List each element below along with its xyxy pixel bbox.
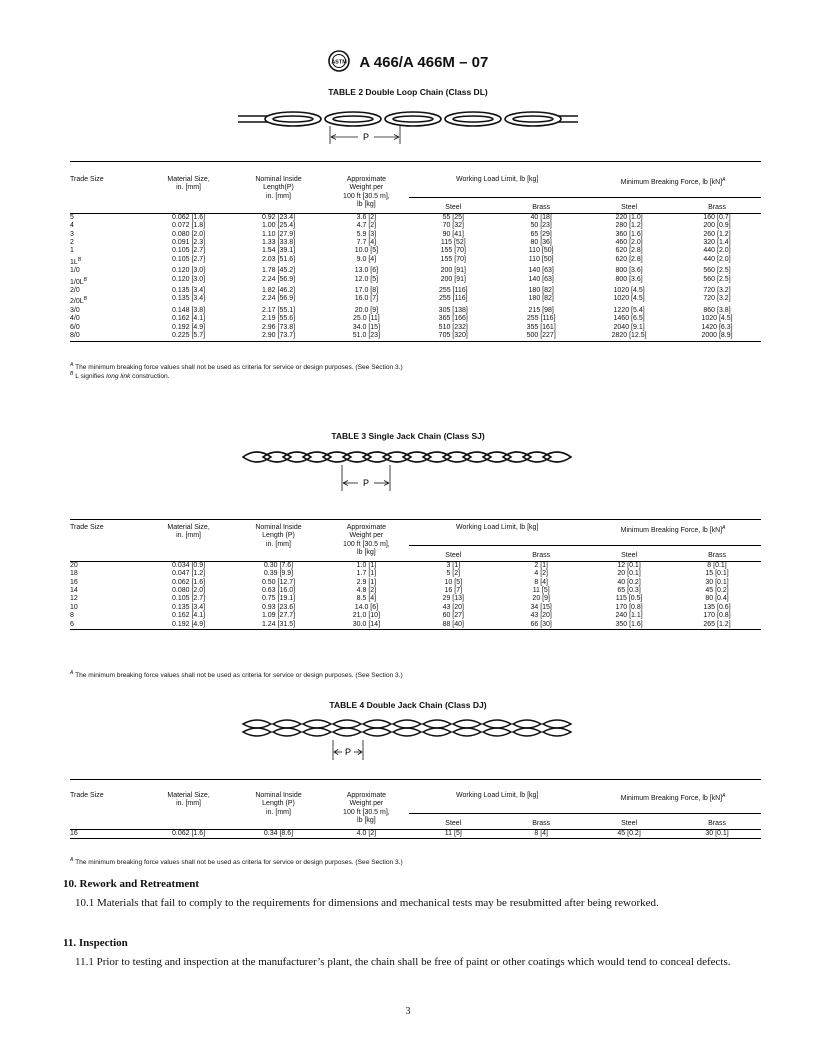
- table-row: [70, 612, 761, 620]
- table-row: [70, 231, 761, 239]
- table-cell: 20.0 [9]: [354, 306, 379, 314]
- table-cell: 135 [0.6]: [703, 603, 731, 611]
- table-cell: 140 [63]: [528, 267, 554, 275]
- col-wll-steel: Steel: [409, 546, 497, 561]
- table-cell: 20 [9]: [532, 595, 550, 603]
- table-cell: 30.0 [14]: [352, 620, 381, 628]
- table3-title: TABLE 3 Single Jack Chain (Class SJ): [331, 431, 485, 441]
- table-cell: 60 [27]: [442, 612, 464, 620]
- table-cell: 5.9 [3]: [356, 230, 377, 238]
- table-row: [70, 213, 761, 222]
- table-row: [70, 604, 761, 612]
- table-row: [70, 256, 761, 267]
- table-cell: 320 [1.4]: [703, 239, 731, 247]
- table-cell: 180 [82]: [528, 287, 554, 295]
- table-cell: 200 [91]: [440, 275, 466, 283]
- table-cell: 350 [1.6]: [615, 620, 643, 628]
- table-cell: 0.135 [3.4]: [172, 287, 206, 295]
- table-cell: 260 [1.2]: [703, 230, 731, 238]
- table-cell: 12 [0.1]: [617, 561, 641, 569]
- table-cell: 0.091 [2.3]: [172, 239, 206, 247]
- table-cell: 0.225 [5.7]: [172, 332, 206, 340]
- table-cell: 50 [23]: [530, 222, 552, 230]
- table-cell: 17.0 [8]: [354, 287, 379, 295]
- table-cell: 8: [70, 612, 74, 620]
- table4-title: TABLE 4 Double Jack Chain (Class DJ): [329, 700, 487, 710]
- table-cell: 2.24 [56.9]: [261, 275, 296, 283]
- table-cell: 0.148 [3.8]: [172, 306, 206, 314]
- section-11-heading: 11. Inspection: [63, 937, 128, 949]
- table-cell: 180 [82]: [528, 295, 554, 303]
- table-cell: 4.7 [2]: [356, 222, 377, 230]
- table-cell: 6/0: [70, 323, 80, 331]
- table-cell: 0.135 [3.4]: [172, 603, 206, 611]
- section-11-paragraph: 11.1 Prior to testing and inspection at the manufacturer’s plant, the chain shall be free of paint or other coatings which would tend to conceal defects.: [75, 956, 731, 968]
- table-cell: 8/0: [70, 332, 80, 340]
- table3-footnote-a: $^A$ The minimum breaking force values shall not be used as criteria for service or design purposes. (See Section 3.): [70, 670, 403, 679]
- table4: [70, 779, 761, 839]
- table-cell: 0.192 [4.9]: [172, 323, 206, 331]
- table-cell: 0.135 [3.4]: [172, 295, 206, 303]
- table-cell: 0.062 [1.6]: [172, 213, 206, 221]
- col-wll-brass: Brass: [497, 198, 585, 213]
- table-cell: 1.0 [1]: [356, 561, 377, 569]
- col-mbf-steel: Steel: [585, 198, 673, 213]
- table-cell: 16 [7]: [444, 587, 463, 595]
- table-cell: 1.00 [25.4]: [261, 222, 296, 230]
- table-cell: 8.5 [4]: [356, 595, 377, 603]
- table-cell: 5 [2]: [446, 570, 461, 578]
- pitch-label: P: [362, 132, 370, 142]
- table-cell: 2: [70, 239, 74, 247]
- table-cell: 460 [2.0]: [615, 239, 643, 247]
- table-cell: 0.120 [3.0]: [172, 267, 206, 275]
- table-cell: 115 [52]: [440, 239, 466, 247]
- table-cell: 0.080 [2.0]: [172, 230, 206, 238]
- table2-title: TABLE 2 Double Loop Chain (Class DL): [328, 87, 488, 97]
- table-cell: 65 [29]: [530, 230, 552, 238]
- table3: [70, 519, 761, 630]
- table-cell: 30 [0.1]: [705, 578, 729, 586]
- table-row: [70, 307, 761, 315]
- single-jack-chain-illustration: [0, 445, 816, 498]
- table-cell: 43 [20]: [442, 603, 464, 611]
- table-cell: 45 [0.2]: [617, 829, 641, 837]
- table-cell: 4/0: [70, 315, 80, 323]
- table-row: [70, 276, 761, 287]
- table-cell: 1020 [4.5]: [613, 287, 645, 295]
- table-cell: 1.54 [39.1]: [261, 247, 296, 255]
- table-cell: 3: [70, 230, 74, 238]
- table-cell: 720 [3.2]: [703, 295, 731, 303]
- table-cell: 70 [32]: [442, 222, 464, 230]
- table-cell: 6: [70, 620, 74, 628]
- table-cell: 88 [40]: [442, 620, 464, 628]
- table-cell: 720 [3.2]: [703, 287, 731, 295]
- svg-text:ASTM: ASTM: [330, 59, 347, 66]
- table-cell: 0.105 [2.7]: [172, 595, 206, 603]
- table-row: [70, 315, 761, 323]
- table-cell: 355 [161]: [526, 323, 556, 331]
- col-trade-size: Trade Size: [70, 524, 104, 531]
- col-wll-steel: Steel: [409, 814, 497, 829]
- table-cell: 200 [91]: [440, 267, 466, 275]
- table-cell: 170 [0.8]: [703, 612, 731, 620]
- table-cell: 18: [70, 570, 78, 578]
- col-approx-weight: Approximate Weight per 100 ft [30.5 m], lb [kg]: [343, 176, 390, 209]
- table-row: [70, 587, 761, 595]
- table-cell: 4.8 [2]: [356, 587, 377, 595]
- table-cell: 55 [25]: [442, 213, 464, 221]
- table-cell: 365 [166]: [438, 315, 468, 323]
- table-cell: 1.24 [31.5]: [261, 620, 296, 628]
- table-cell: 2.24 [56.9]: [261, 295, 296, 303]
- table-cell: 40 [18]: [530, 213, 552, 221]
- table-cell: 8 [4]: [534, 829, 548, 837]
- table-cell: 0.34 [8.6]: [263, 829, 294, 837]
- table-cell: 200 [0.9]: [703, 222, 731, 230]
- table-cell: 255 [116]: [438, 287, 468, 295]
- table-cell: 500 [227]: [526, 332, 556, 340]
- col-min-breaking-force: Minimum Breaking Force, lb [kN]$^A$: [620, 177, 726, 186]
- table-cell: 280 [1.2]: [615, 222, 643, 230]
- table-cell: 90 [41]: [442, 230, 464, 238]
- col-working-load-limit: Working Load Limit, lb [kg]: [456, 524, 539, 531]
- table-cell: 160 [0.7]: [703, 213, 731, 221]
- table-cell: 13.0 [6]: [354, 267, 379, 275]
- table-cell: 8 [0.1]: [707, 561, 727, 569]
- pitch-label: P: [344, 747, 352, 757]
- table-cell: $1/0L^B$: [70, 276, 87, 286]
- table-cell: 34 [15]: [530, 603, 552, 611]
- table-cell: 155 [70]: [440, 255, 466, 263]
- document-designation: A 466/A 466M – 07: [359, 53, 489, 71]
- table-cell: 0.162 [4.1]: [172, 612, 206, 620]
- table-cell: 12: [70, 595, 78, 603]
- col-material-size: Material Size, in. [mm]: [167, 524, 210, 540]
- table-cell: 0.034 [0.9]: [172, 561, 206, 569]
- table-cell: 240 [1.1]: [615, 612, 643, 620]
- col-wll-steel: Steel: [409, 198, 497, 213]
- table-cell: 2000 [8.9]: [701, 332, 733, 340]
- table-row: [70, 561, 761, 570]
- table-cell: 0.062 [1.6]: [172, 578, 206, 586]
- table-row: [70, 324, 761, 332]
- table-row: [70, 239, 761, 247]
- table-cell: 16.0 [7]: [354, 295, 379, 303]
- table-row: [70, 267, 761, 275]
- table-cell: 155 [70]: [440, 247, 466, 255]
- table-cell: 25.0 [11]: [353, 315, 380, 323]
- table-cell: 14.0 [6]: [354, 603, 379, 611]
- table-cell: 2820 [12.5]: [611, 332, 647, 340]
- table-cell: 11 [5]: [444, 829, 462, 837]
- table-cell: 255 [116]: [526, 315, 556, 323]
- page-number: 3: [405, 1006, 411, 1017]
- table-cell: 560 [2.5]: [703, 275, 731, 283]
- table-cell: 0.072 [1.8]: [172, 222, 206, 230]
- table-cell: 560 [2.5]: [703, 267, 731, 275]
- table-cell: 1/0: [70, 267, 80, 275]
- table-cell: 12.0 [5]: [354, 275, 379, 283]
- table-cell: 510 [232]: [438, 323, 468, 331]
- table-cell: 2.9 [1]: [356, 578, 377, 586]
- table-cell: 0.105 [2.7]: [172, 247, 206, 255]
- col-mbf-steel: Steel: [585, 546, 673, 561]
- table-cell: 45 [0.2]: [705, 587, 729, 595]
- table-cell: 0.120 [3.0]: [172, 275, 206, 283]
- table-row: [70, 332, 761, 341]
- table-cell: 305 [138]: [438, 306, 468, 314]
- col-nominal-inside-length: Nominal Inside Length(P) in. [mm]: [255, 176, 302, 200]
- table-cell: 3 [1]: [446, 561, 461, 569]
- table-cell: 0.192 [4.9]: [172, 620, 206, 628]
- table-cell: 4.0 [2]: [356, 829, 377, 837]
- table-cell: 265 [1.2]: [703, 620, 731, 628]
- table-cell: 40 [0.2]: [617, 578, 641, 586]
- table-row: [70, 247, 761, 255]
- table-cell: 115 [0.5]: [615, 595, 643, 603]
- table-cell: 43 [20]: [530, 612, 552, 620]
- table-row: [70, 222, 761, 230]
- table-cell: 0.75 [19.1]: [261, 595, 296, 603]
- table-cell: 1020 [4.5]: [701, 315, 733, 323]
- table-cell: 800 [3.6]: [615, 267, 643, 275]
- table-cell: 1420 [6.3]: [701, 323, 733, 331]
- table-cell: 29 [13]: [442, 595, 464, 603]
- table-cell: 0.39 [9.9]: [263, 570, 294, 578]
- col-mbf-brass: Brass: [673, 546, 761, 561]
- col-working-load-limit: Working Load Limit, lb [kg]: [456, 176, 539, 183]
- table-cell: 0.080 [2.0]: [172, 587, 206, 595]
- table-cell: 1.7 [1]: [356, 570, 377, 578]
- table4-footnote-a: $^A$ The minimum breaking force values shall not be used as criteria for service or design purposes. (See Section 3.): [70, 857, 403, 866]
- col-nominal-inside-length: Nominal Inside Length (P) in. [mm]: [255, 792, 302, 816]
- table-cell: $2/0L^B$: [70, 296, 87, 306]
- table-cell: 3/0: [70, 306, 80, 314]
- table-cell: 170 [0.8]: [615, 603, 643, 611]
- col-min-breaking-force: Minimum Breaking Force, lb [kN]$^A$: [620, 793, 726, 802]
- double-loop-chain-drawing: [238, 100, 578, 148]
- col-approx-weight: Approximate Weight per 100 ft [30.5 m], lb [kg]: [343, 792, 390, 825]
- table-cell: 10: [70, 603, 78, 611]
- table-cell: 440 [2.0]: [703, 247, 731, 255]
- table-cell: 1: [70, 247, 74, 255]
- table-row: [70, 570, 761, 578]
- page-header: [0, 50, 816, 76]
- table-cell: 1.09 [27.7]: [261, 612, 296, 620]
- col-trade-size: Trade Size: [70, 176, 104, 183]
- table-cell: 20 [0.1]: [617, 570, 641, 578]
- astm-logo: [328, 50, 350, 76]
- double-jack-chain-drawing: [238, 714, 578, 764]
- table-cell: 620 [2.8]: [615, 255, 643, 263]
- table-cell: 0.93 [23.6]: [261, 603, 296, 611]
- table-cell: 51.0 [23]: [352, 332, 381, 340]
- table-cell: 34.0 [15]: [352, 323, 381, 331]
- double-jack-chain-illustration: [0, 714, 816, 769]
- col-nominal-inside-length: Nominal Inside Length (P) in. [mm]: [255, 524, 302, 548]
- table-cell: 1220 [5.4]: [613, 306, 645, 314]
- table-cell: 11 [5]: [532, 587, 550, 595]
- table-cell: 2.17 [55.1]: [261, 306, 296, 314]
- table-cell: 3.6 [2]: [356, 213, 377, 221]
- table-cell: 16: [70, 578, 78, 586]
- table-cell: 860 [3.8]: [703, 306, 731, 314]
- table-cell: 20: [70, 561, 78, 569]
- table-cell: $1L^B$: [70, 256, 82, 266]
- table-cell: 2.96 [73.8]: [261, 323, 296, 331]
- table-cell: 2.19 [55.6]: [261, 315, 296, 323]
- pitch-label: P: [362, 478, 370, 488]
- table-cell: 8 [4]: [534, 578, 548, 586]
- table-cell: 1.33 [33.8]: [261, 239, 296, 247]
- table-cell: 0.047 [1.2]: [172, 570, 206, 578]
- col-mbf-steel: Steel: [585, 814, 673, 829]
- double-loop-chain-illustration: [0, 100, 816, 153]
- table-cell: 30 [0.1]: [705, 829, 729, 837]
- table-cell: 215 [98]: [528, 306, 554, 314]
- table-cell: 1.82 [46.2]: [261, 287, 296, 295]
- col-trade-size: Trade Size: [70, 792, 104, 799]
- section-10-heading: 10. Rework and Retreatment: [63, 878, 200, 890]
- table-row: [70, 579, 761, 587]
- table-cell: 65 [0.3]: [617, 587, 641, 595]
- table-cell: 1020 [4.5]: [613, 295, 645, 303]
- col-wll-brass: Brass: [497, 814, 585, 829]
- table-cell: 0.92 [23.4]: [261, 213, 296, 221]
- table-cell: 800 [3.6]: [615, 275, 643, 283]
- table-cell: 7.7 [4]: [356, 239, 377, 247]
- table2-footnote-b: $^B$ L signifies long link construction.: [70, 371, 170, 380]
- table-cell: 1.10 [27.9]: [261, 230, 296, 238]
- col-mbf-brass: Brass: [673, 198, 761, 213]
- table-cell: 5: [70, 213, 74, 221]
- table-cell: 440 [2.0]: [703, 255, 731, 263]
- table-cell: 360 [1.6]: [615, 230, 643, 238]
- table-cell: 14: [70, 587, 78, 595]
- col-working-load-limit: Working Load Limit, lb [kg]: [456, 792, 539, 799]
- table-cell: 9.0 [4]: [356, 255, 377, 263]
- section-10-paragraph: 10.1 Materials that fail to comply to the requirements for dimensions and mechanical tests may be resubmitted after being reworked.: [75, 897, 659, 909]
- table-cell: 620 [2.8]: [615, 247, 643, 255]
- table-cell: 4: [70, 222, 74, 230]
- table-row: [70, 287, 761, 295]
- table-cell: 220 [1.0]: [615, 213, 643, 221]
- table-cell: 10.0 [5]: [354, 247, 379, 255]
- table-cell: 16: [70, 829, 78, 837]
- table-cell: 1460 [6.5]: [613, 315, 645, 323]
- table-cell: 2 [1]: [534, 561, 548, 569]
- col-min-breaking-force: Minimum Breaking Force, lb [kN]$^A$: [620, 525, 726, 534]
- table-cell: 110 [50]: [528, 247, 554, 255]
- table-cell: 2040 [9.1]: [613, 323, 645, 331]
- table-cell: 140 [63]: [528, 275, 554, 283]
- col-approx-weight: Approximate Weight per 100 ft [30.5 m], lb [kg]: [343, 524, 390, 557]
- table-row: [70, 829, 761, 838]
- col-mbf-brass: Brass: [673, 814, 761, 829]
- table-cell: 0.30 [7.6]: [263, 561, 294, 569]
- col-material-size: Material Size, in. [mm]: [167, 792, 210, 808]
- col-material-size: Material Size, in. [mm]: [167, 176, 210, 192]
- table2: [70, 161, 761, 342]
- table-cell: 2.90 [73.7]: [261, 332, 296, 340]
- table-row: [70, 595, 761, 603]
- table-row: [70, 621, 761, 630]
- table2-footnote-a: $^A$ The minimum breaking force values shall not be used as criteria for service or design purposes. (See Section 3.): [70, 362, 403, 371]
- table-cell: 80 [36]: [530, 239, 552, 247]
- col-wll-brass: Brass: [497, 546, 585, 561]
- table-cell: 66 [30]: [530, 620, 552, 628]
- single-jack-chain-drawing: [238, 445, 578, 493]
- table-cell: 255 [116]: [438, 295, 468, 303]
- table-cell: 0.105 [2.7]: [172, 255, 206, 263]
- table-cell: 15 [0.1]: [705, 570, 729, 578]
- table-cell: 110 [50]: [528, 255, 554, 263]
- table-cell: 1.78 [45.2]: [261, 267, 296, 275]
- table-cell: 10 [5]: [444, 578, 463, 586]
- table-cell: 0.162 [4.1]: [172, 315, 206, 323]
- table-cell: 0.50 [12.7]: [261, 578, 296, 586]
- table-row: [70, 295, 761, 306]
- table-cell: 705 [320]: [438, 332, 468, 340]
- table-cell: 2.03 [51.6]: [261, 255, 296, 263]
- table-cell: 2/0: [70, 287, 80, 295]
- table-cell: 80 [0.4]: [705, 595, 729, 603]
- table-cell: 0.062 [1.6]: [172, 829, 206, 837]
- table-cell: 21.0 [10]: [352, 612, 381, 620]
- table-cell: 0.63 [16.0]: [261, 587, 296, 595]
- table-cell: 4 [2]: [534, 570, 548, 578]
